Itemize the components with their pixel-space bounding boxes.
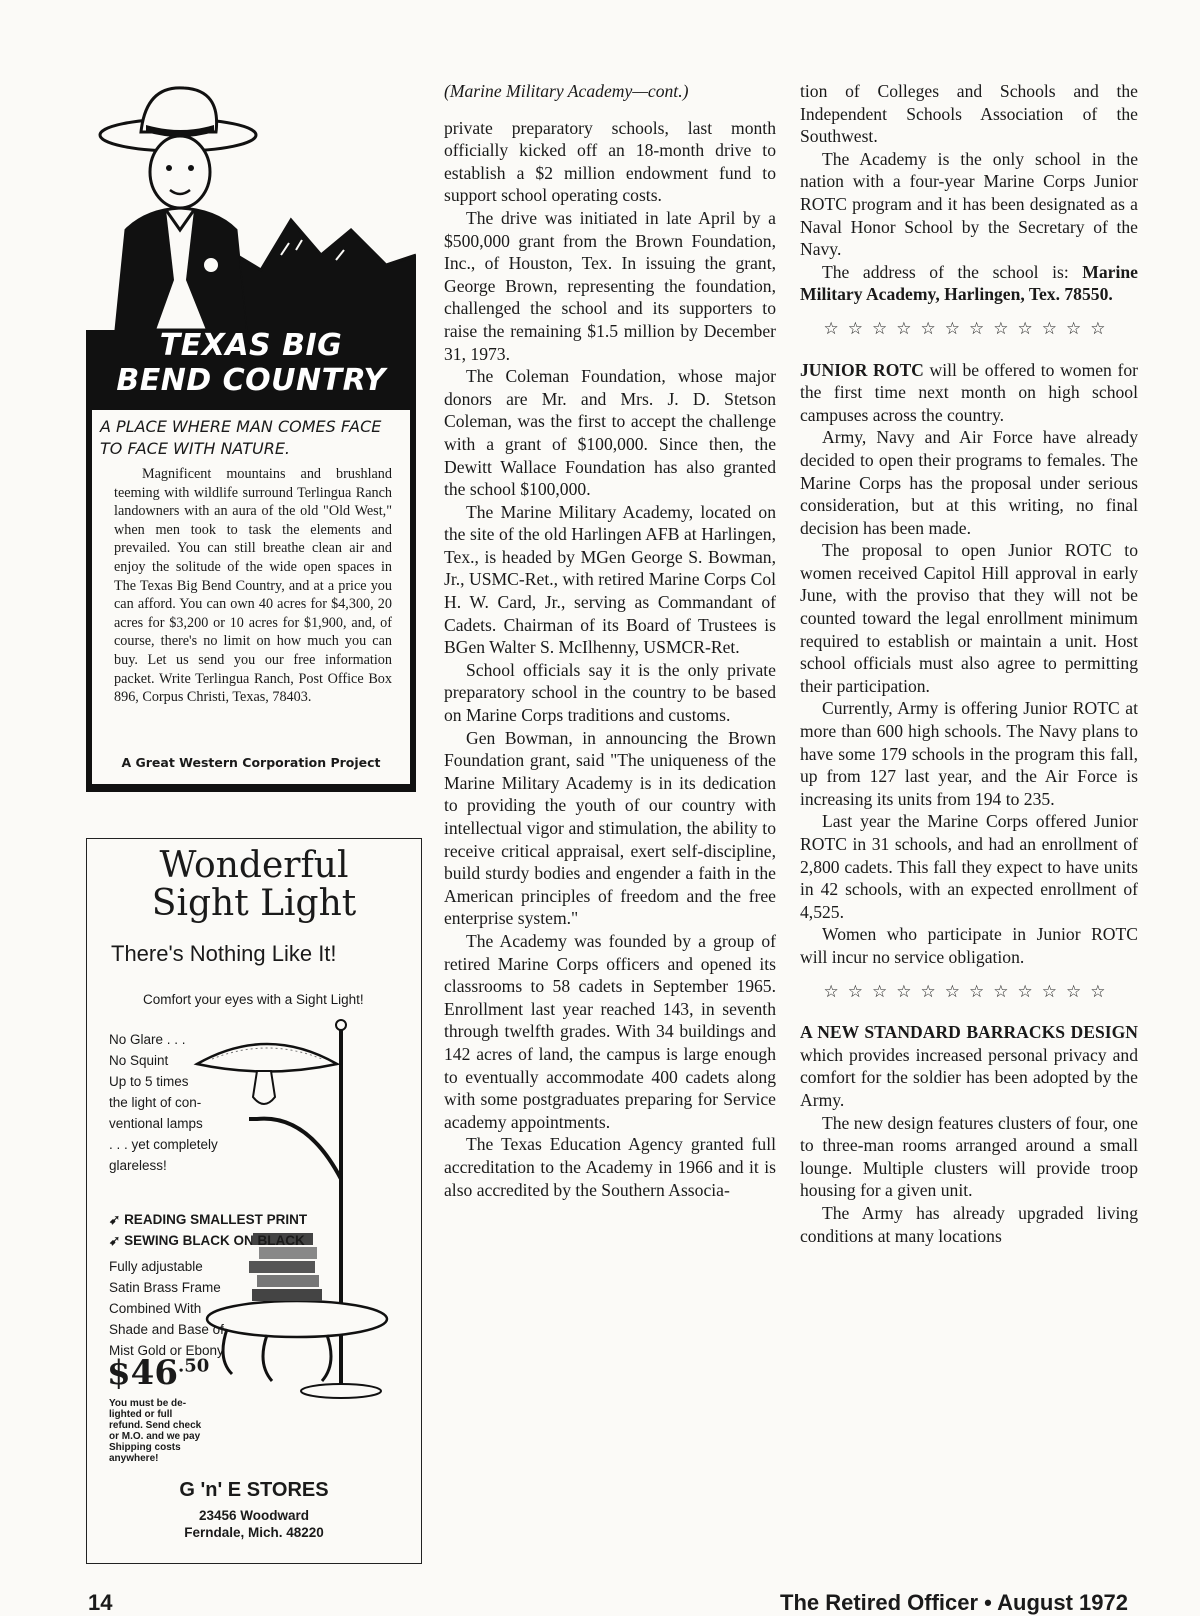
article-column-middle — [444, 80, 776, 1201]
article-paragraph: Last year the Marine Corps offered Junior ROTC in 31 schools, and had an enrollment of 2,800 cadets. This fall they expect to have units in 42 schools, with an expected enrollment of 4,525. — [800, 811, 1138, 922]
texas-ad-body: Magnificent mountains and brushland teeming with wildlife surround Terlingua Ranch landowners with an aura of the old "Old West," when men took to task the elements and prevailed. You can still breathe clean air and enjoy the solitude of the wide open spaces in The Texas Big Bend Country, and at a price you can afford. You can own 40 acres for $4,300, 20 acres for $3,200 or 10 acres for $1,900, and, of course, there's no limit on how much you can buy. Let us send you our free information packet. Write Terlingua Ranch, Post Office Box 896, Corpus Christi, Texas, 78403. — [114, 466, 392, 706]
guarantee-line: lighted or full — [109, 1409, 173, 1420]
spec-line: Fully adjustable — [109, 1259, 203, 1274]
spec-line: Combined With — [109, 1301, 202, 1316]
feature-line: glareless! — [109, 1158, 167, 1173]
star-divider: ☆☆☆☆☆☆☆☆☆☆☆☆ — [823, 981, 1115, 1001]
feature-line: . . . yet completely — [109, 1137, 218, 1152]
bullet-line — [109, 1209, 339, 1230]
article-paragraph: The Texas Education Agency granted full accreditation to the Academy in 1966 and it is also accredited by the Southern Associa- — [444, 1134, 776, 1200]
sight-light-ad — [86, 838, 422, 1564]
spec-line: Mist Gold or Ebony — [109, 1343, 224, 1358]
guarantee-line: or M.O. and we pay — [109, 1431, 201, 1442]
bullet-line — [109, 1230, 339, 1251]
price-dollars: $46 — [107, 1353, 178, 1393]
store-name: G 'n' E STORES — [179, 1479, 329, 1501]
feature-line: No Glare . . . — [109, 1032, 186, 1047]
barracks-heading: A NEW STANDARD BARRACKS DESIGN — [800, 1022, 1138, 1043]
star-divider: ☆☆☆☆☆☆☆☆☆☆☆☆ — [823, 318, 1115, 338]
article-paragraph: The Coleman Foundation, whose major donors are Mr. and Mrs. J. D. Stetson Coleman, was the first to accept the challenge with a grant of $100,000. Since then, the Dewitt Wallace Foundation has also granted the school $100,000. — [444, 366, 776, 500]
article-paragraph: Army, Navy and Air Force have already decided to open their programs to females. The Marine Corps has the proposal under serious consideration, but at this writing, no final decision has been made. — [800, 427, 1138, 538]
sight-guarantee — [109, 1398, 229, 1464]
article-paragraph: Gen Bowman, in announcing the Brown Foundation grant, said "The uniqueness of the Marine Military Academy is in its dedication to providing the youth of our country with intellectual vigor and stimulation, the ability to receive critical appraisal, exert self-discipline, build sturdy bodies and engender a faith in the American principles of freedom and the free enterprise system." — [444, 727, 776, 929]
rotc-heading: JUNIOR ROTC — [800, 359, 924, 380]
continued-heading: (Marine Military Academy—cont.) — [444, 81, 689, 101]
sight-title-line-2: Sight Light — [151, 883, 357, 924]
feature-line: Up to 5 times — [109, 1074, 189, 1089]
sight-bullets-list — [109, 1209, 339, 1251]
feature-line: ventional lamps — [109, 1116, 203, 1131]
bullet-text: SEWING BLACK ON BLACK — [124, 1233, 305, 1248]
bullet-text: READING SMALLEST PRINT — [124, 1212, 308, 1227]
check-arrow-icon: ➹ — [109, 1212, 125, 1227]
sight-specs-list — [109, 1256, 249, 1361]
article-paragraph: School officials say it is the only private preparatory school in the country to be based on Marine Corps traditions and customs. — [444, 659, 776, 726]
article-paragraph: The Marine Military Academy, located on the site of the old Harlingen AFB at Harlingen, Tex., is headed by MGen George S. Bowman, Jr., USMC-Ret., with retired Marine Corps Col H. W. Card, Jr., serving as Commandant of Cadets. Chairman of its Board of Trustees is BGen Walter S. McIlhenny, USMCR-Ret. — [444, 501, 776, 658]
article-paragraph: tion of Colleges and Schools and the Independent Schools Association of the Southwest. — [800, 81, 1138, 147]
texas-ad-text-panel — [92, 410, 410, 784]
sight-title-line-1: Wonderful — [159, 845, 349, 886]
rotc-lead-paragraph — [800, 359, 1138, 427]
sight-ad-comfort: Comfort your eyes with a Sight Light! — [143, 992, 364, 1007]
store-street: 23456 Woodward — [198, 1508, 310, 1523]
store-address — [87, 1507, 421, 1541]
texas-ad-footer: A Great Western Corporation Project — [121, 755, 381, 770]
article-paragraph: Women who participate in Junior ROTC will incur no service obligation. — [800, 924, 1138, 967]
texas-ad-title — [86, 328, 416, 398]
price-cents: .50 — [177, 1355, 210, 1377]
article-paragraph: private preparatory schools, last month officially kicked off an 18-month drive to establish a $2 million endowment fund to support school operating costs. — [444, 117, 776, 206]
texas-ad-tagline: A PLACE WHERE MAN COMES FACE TO FACE WITH NATURE. — [100, 417, 382, 458]
texas-title-line-1: TEXAS BIG — [159, 328, 343, 363]
barracks-first-text: which provides increased personal privacy and comfort for the soldier has been adopted by the Army. — [800, 1044, 1138, 1110]
texas-big-bend-ad — [86, 80, 416, 792]
article-paragraph: Currently, Army is offering Junior ROTC at more than 600 high schools. The Navy plans to have some 179 schools in the program this fall, up from 127 last year, and the Air Force is increasing its units from 194 to 235. — [800, 698, 1138, 809]
feature-line: No Squint — [109, 1053, 169, 1068]
guarantee-line: You must be de- — [109, 1398, 187, 1409]
address-paragraph — [800, 261, 1138, 306]
address-lead: The address of the school is: — [822, 261, 1069, 282]
article-column-right — [800, 80, 1138, 1247]
article-paragraph: The Academy is the only school in the nation with a four-year Marine Corps Junior ROTC program and it has been designated as a Naval Honor School by the Secretary of the Navy. — [800, 148, 1138, 260]
cowboy-illustration — [86, 80, 416, 335]
texas-title-line-2: BEND COUNTRY — [116, 363, 386, 398]
article-paragraph: The new design features clusters of four, one to three-man rooms arranged around a small lounge. Multiple clusters will provide troop housing for a given unit. — [800, 1112, 1138, 1201]
feature-line: the light of con- — [109, 1095, 202, 1110]
spec-line: Satin Brass Frame — [109, 1280, 221, 1295]
sight-ad-title — [87, 847, 421, 923]
rotc-first-text: will be offered to women for the first time next month on high school campuses across the country. — [800, 359, 1138, 425]
sight-ad-subtitle: There's Nothing Like It! — [111, 941, 337, 966]
page-number: 14 — [88, 1590, 113, 1615]
sight-price — [107, 1353, 209, 1393]
article-paragraph: The Army has already upgraded living conditions at many locations — [800, 1202, 1138, 1246]
guarantee-line: anywhere! — [109, 1453, 159, 1464]
article-paragraph: The proposal to open Junior ROTC to women received Capitol Hill approval in early June, with the proviso that they will not be counted toward the legal enrollment minimum required to establish or maintain a unit. Host school officials must also agree to permitting their participation. — [800, 540, 1138, 696]
check-arrow-icon: ➹ — [109, 1233, 125, 1248]
publication-footer: The Retired Officer • August 1972 — [780, 1590, 1128, 1615]
article-paragraph: The drive was initiated in late April by a $500,000 grant from the Brown Foundation, Inc., of Houston, Tex. In issuing the grant, George Brown, representing the foundation, challenged the school and its supporters to raise the remaining $1.5 million by December 31, 1973. — [444, 207, 776, 364]
article-paragraph: The Academy was founded by a group of retired Marine Corps officers and opened its classrooms to 58 cadets in September 1965. Enrollment last year reached 143, in seventh through twelfth grades. With 34 buildings and 142 acres of land, the campus is large enough to eventually accommodate 400 cadets along with some postgraduates preparing for Service academy appointments. — [444, 930, 776, 1132]
store-city: Ferndale, Mich. 48220 — [184, 1525, 324, 1540]
school-address: Marine Military Academy, Harlingen, Tex. 78550. — [800, 261, 1138, 305]
sight-features-list — [109, 1029, 269, 1176]
barracks-lead-paragraph — [800, 1021, 1138, 1111]
spec-line: Shade and Base of — [109, 1322, 224, 1337]
guarantee-line: Shipping costs — [109, 1442, 181, 1453]
guarantee-line: refund. Send check — [109, 1420, 202, 1431]
